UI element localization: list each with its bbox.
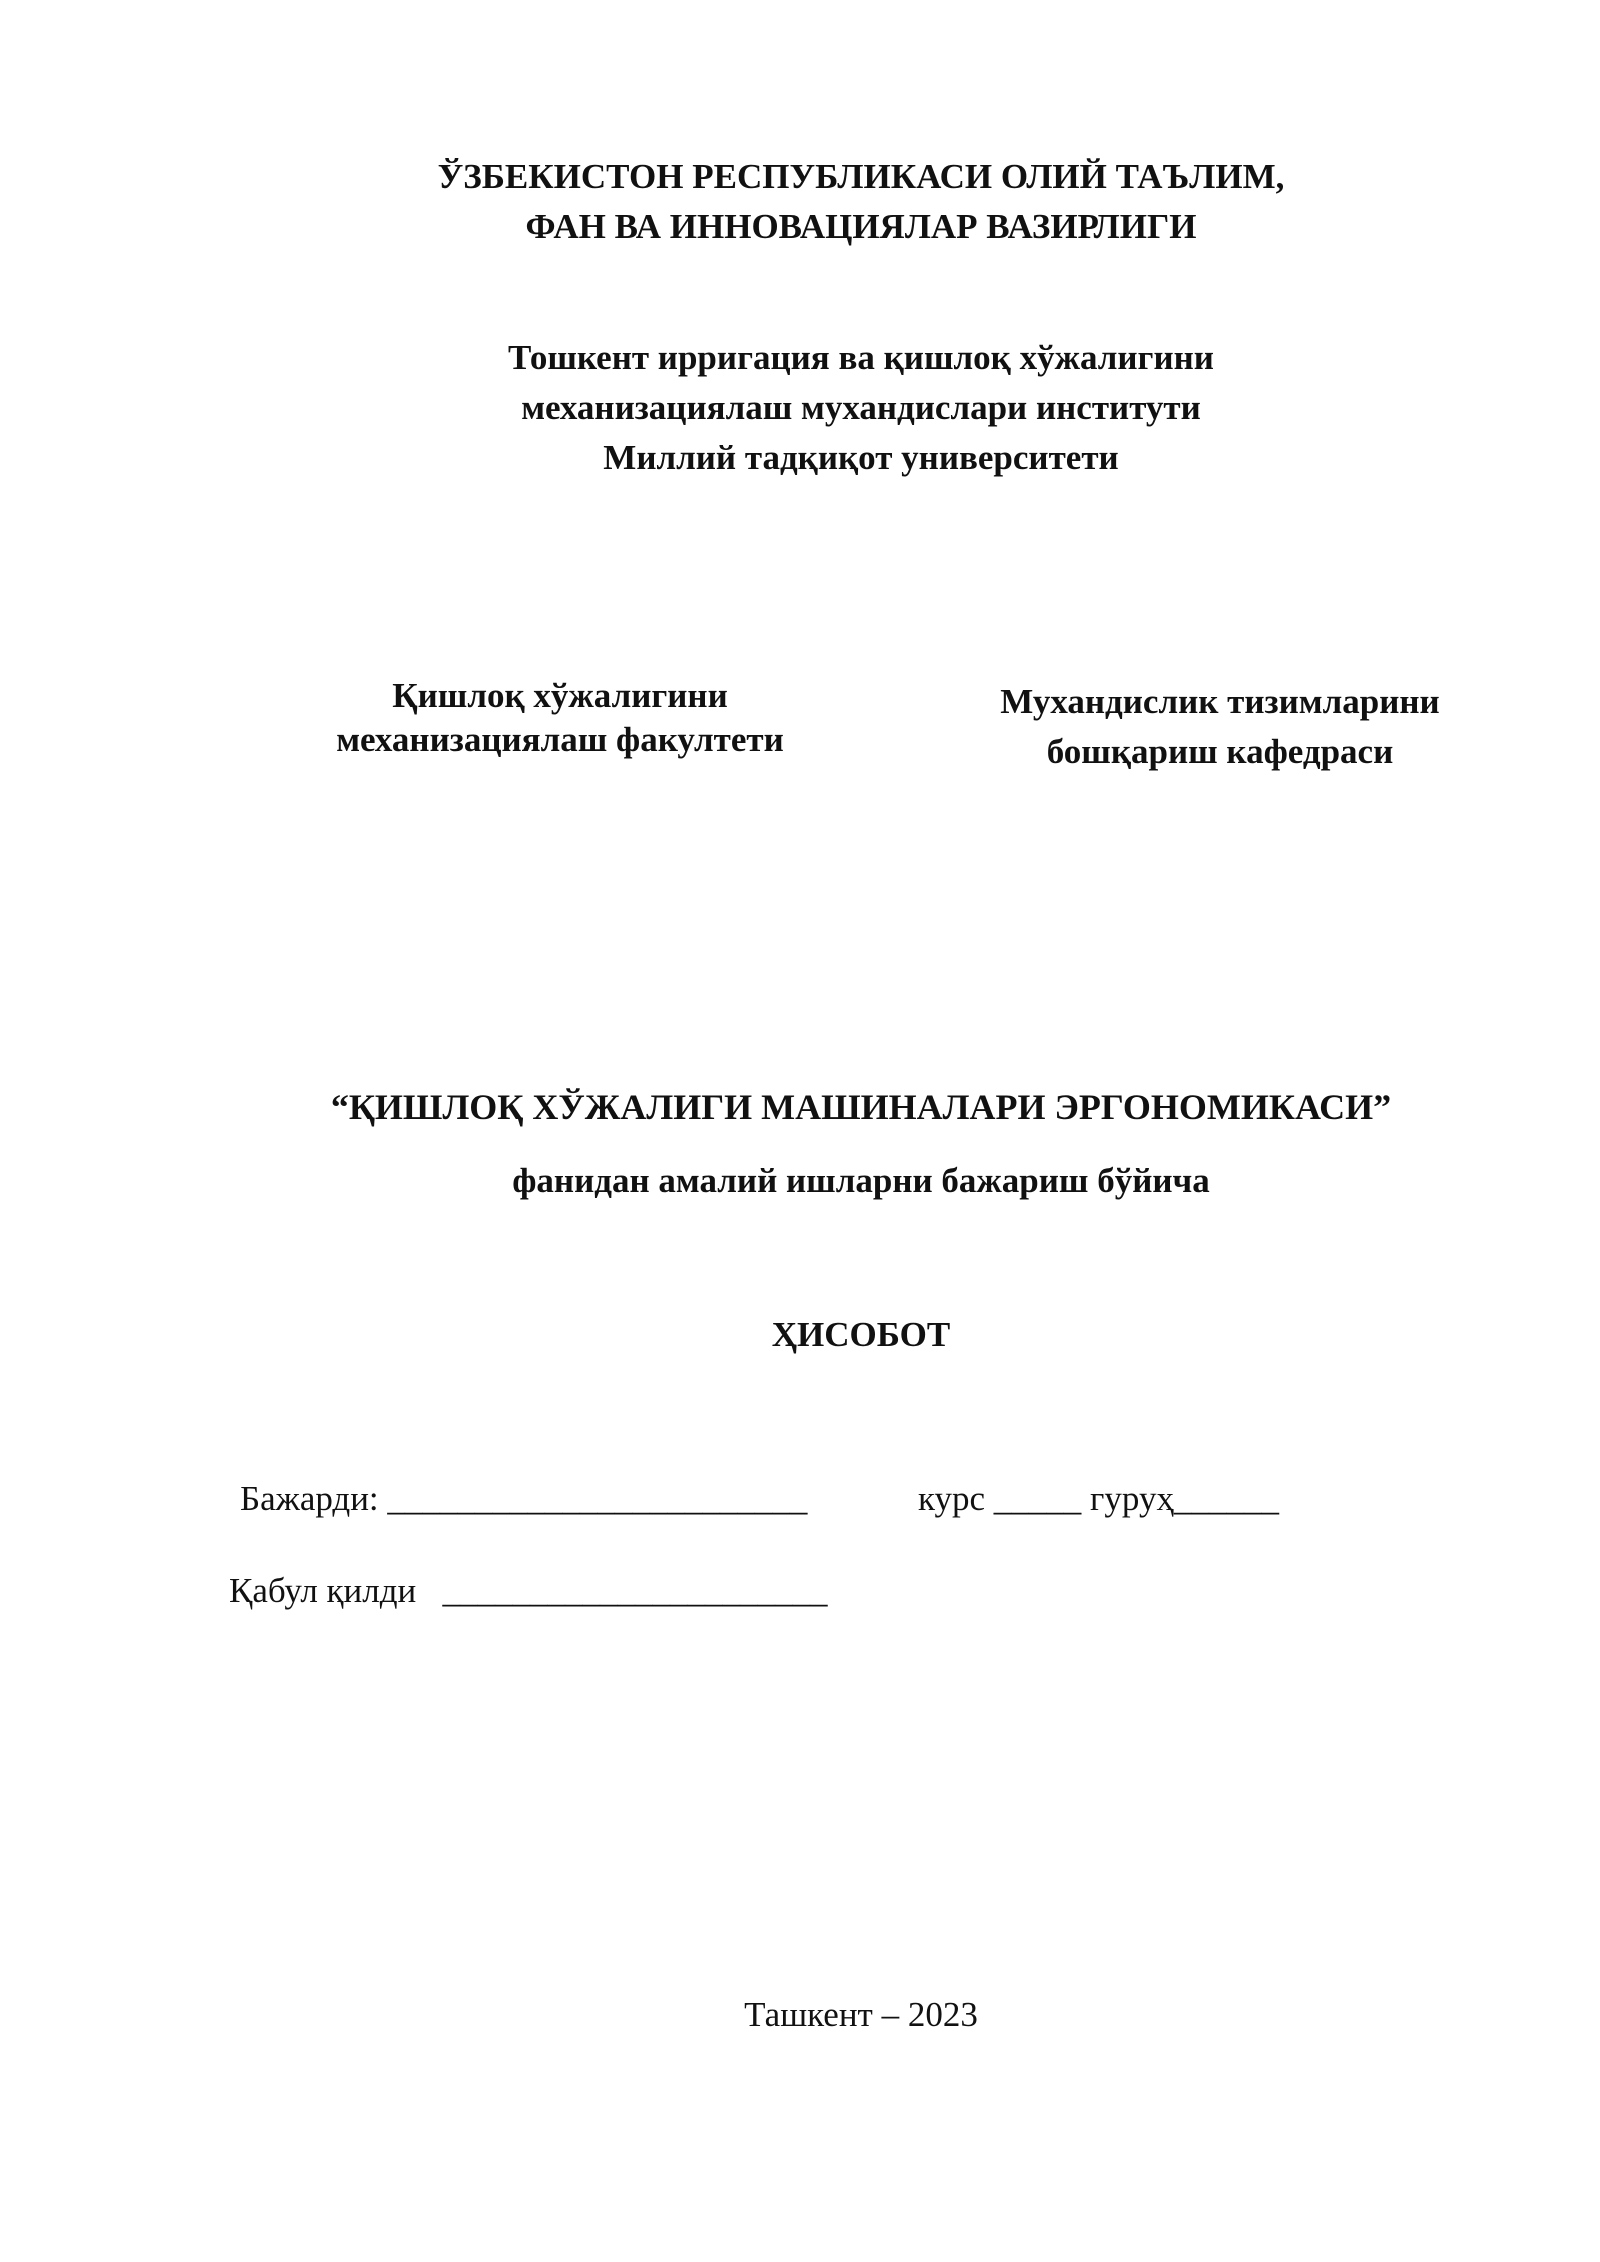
ministry-title-line2: ФАН ВА ИННОВАЦИЯЛАР ВАЗИРЛИГИ: [525, 207, 1197, 246]
faculty-block: [300, 674, 820, 762]
department-name-line1: Мухандислик тизимларини: [1000, 682, 1440, 721]
faculty-name-line1: Қишлоқ хўжалигини: [392, 676, 728, 715]
institute-name-line1: Тошкент ирригация ва қишлоқ хўжалигини: [508, 338, 1214, 377]
subject-title: “ҚИШЛОҚ ХЎЖАЛИГИ МАШИНАЛАРИ ЭРГОНОМИКАСИ”: [330, 1087, 1392, 1127]
city-year: Ташкент – 2023: [744, 1995, 978, 2034]
institute-name-line3: Миллий тадқиқот университети: [603, 438, 1119, 477]
department-block: [970, 677, 1470, 777]
accepted-by-field: Қабул қилди ______________________: [229, 1571, 828, 1610]
performed-by-field: Бажарди: ________________________: [240, 1479, 808, 1518]
institute-name-line2: механизациялаш мухандислари институти: [521, 388, 1201, 427]
course-group-field: курс _____ гуруҳ______: [918, 1479, 1279, 1518]
ministry-title-line1: ЎЗБЕКИСТОН РЕСПУБЛИКАСИ ОЛИЙ ТАЪЛИМ,: [437, 157, 1285, 196]
department-name-line2: бошқариш кафедраси: [1046, 732, 1394, 771]
report-title: ҲИСОБОТ: [771, 1315, 951, 1354]
faculty-name-line2: механизациялаш факултети: [336, 720, 784, 759]
subject-subtitle: фанидан амалий ишларни бажариш бўйича: [512, 1161, 1210, 1200]
